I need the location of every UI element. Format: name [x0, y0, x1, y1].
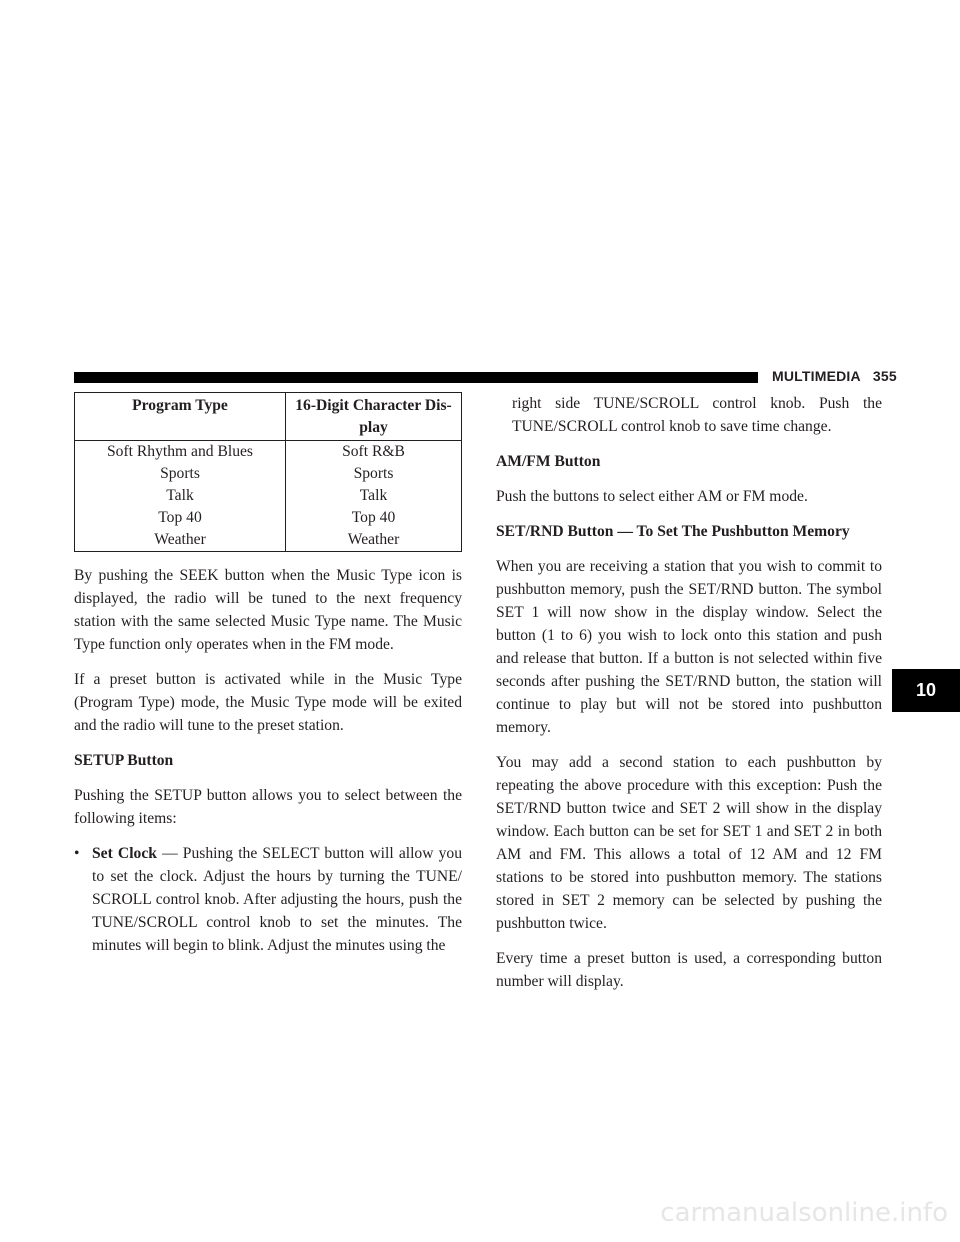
table-row — [75, 529, 462, 552]
table-cell: Top 40 — [75, 507, 286, 529]
set-clock-continuation: right side TUNE/SCROLL control knob. Push the TUNE/SCROLL control knob to save time change. — [512, 395, 882, 435]
setrnd-paragraph-2: You may add a second station to each pushbutton by repeating the above procedure with this exception: Push the SET/RND button twice and SET 2 will show in the display window. Each button can be set for SET 1 and SET 2 in both AM and FM. This allows a total of 12 AM and 12 FM stations to be stored into pushbutton memory. The stations stored in SET 2 memory can be selected by pushing the pushbutton twice. — [496, 754, 882, 932]
setrnd-paragraph-1: When you are receiving a station that you wish to commit to pushbutton memory, push the SET/RND button. The symbol SET 1 will now show in the display window. Select the button (1 to 6) you wish to lock onto this station and push and release that button. If a button is not selected within five seconds after pushing the SET/RND button, the station will continue to play but will not be stored into pushbutton memory. — [496, 558, 882, 736]
table-row — [75, 485, 462, 507]
seek-paragraph: By pushing the SEEK button when the Music Type icon is displayed, the radio will be tuned to the next frequency station with the same selected Music Type name. The Music Type function only operates when in the FM mode. — [74, 567, 462, 653]
section-title: MULTIMEDIA — [772, 368, 861, 384]
bullet-icon: • — [74, 845, 80, 862]
watermark: carmanualsonline.info — [660, 1198, 948, 1228]
table-row — [75, 463, 462, 485]
amfm-paragraph: Push the buttons to select either AM or FM mode. — [496, 488, 808, 505]
table-header-display: 16-Digit Character Dis-play — [295, 397, 452, 436]
page-header — [772, 368, 897, 384]
table-cell: Sports — [353, 465, 394, 482]
setup-intro: Pushing the SETUP button allows you to select between the following items: — [74, 787, 462, 827]
table-cell: Soft R&B — [342, 443, 405, 460]
set-clock-label: Set Clock — [92, 845, 157, 862]
table-header-row — [75, 393, 462, 441]
preset-paragraph: If a preset button is activated while in the Music Type (Program Type) mode, the Music Type mode will be exited and the radio will tune to the preset station. — [74, 671, 462, 734]
table-cell: Soft Rhythm and Blues — [75, 441, 286, 464]
right-column — [496, 392, 882, 1005]
table-cell: Weather — [347, 531, 400, 548]
amfm-heading: AM/FM Button — [496, 453, 601, 470]
chapter-tab: 10 — [892, 669, 960, 712]
table-header-program-type: Program Type — [75, 393, 286, 441]
header-rule — [74, 372, 758, 383]
set-clock-text: — Pushing the SELECT button will allow you to set the clock. Adjust the hours by turning the TUNE/ SCROLL control knob. After adjusting the hours, push the TUNE/SCROLL control knob to set the minutes. The minutes will begin to blink. Adjust the minutes using the — [92, 845, 462, 954]
setup-heading: SETUP Button — [74, 752, 174, 769]
setrnd-heading: SET/RND Button — To Set The Pushbutton Memory — [496, 523, 850, 540]
table-cell: Sports — [75, 463, 286, 485]
table-cell: Weather — [75, 529, 286, 552]
setrnd-paragraph-3: Every time a preset button is used, a corresponding button number will display. — [496, 950, 882, 990]
table-cell: Top 40 — [351, 509, 396, 526]
left-column — [74, 392, 462, 969]
table-row — [75, 507, 462, 529]
table-cell: Talk — [75, 485, 286, 507]
table-cell: Talk — [359, 487, 388, 504]
set-clock-item — [74, 842, 462, 957]
page-number: 355 — [872, 368, 897, 384]
program-type-table — [74, 392, 462, 552]
table-row — [75, 441, 462, 464]
